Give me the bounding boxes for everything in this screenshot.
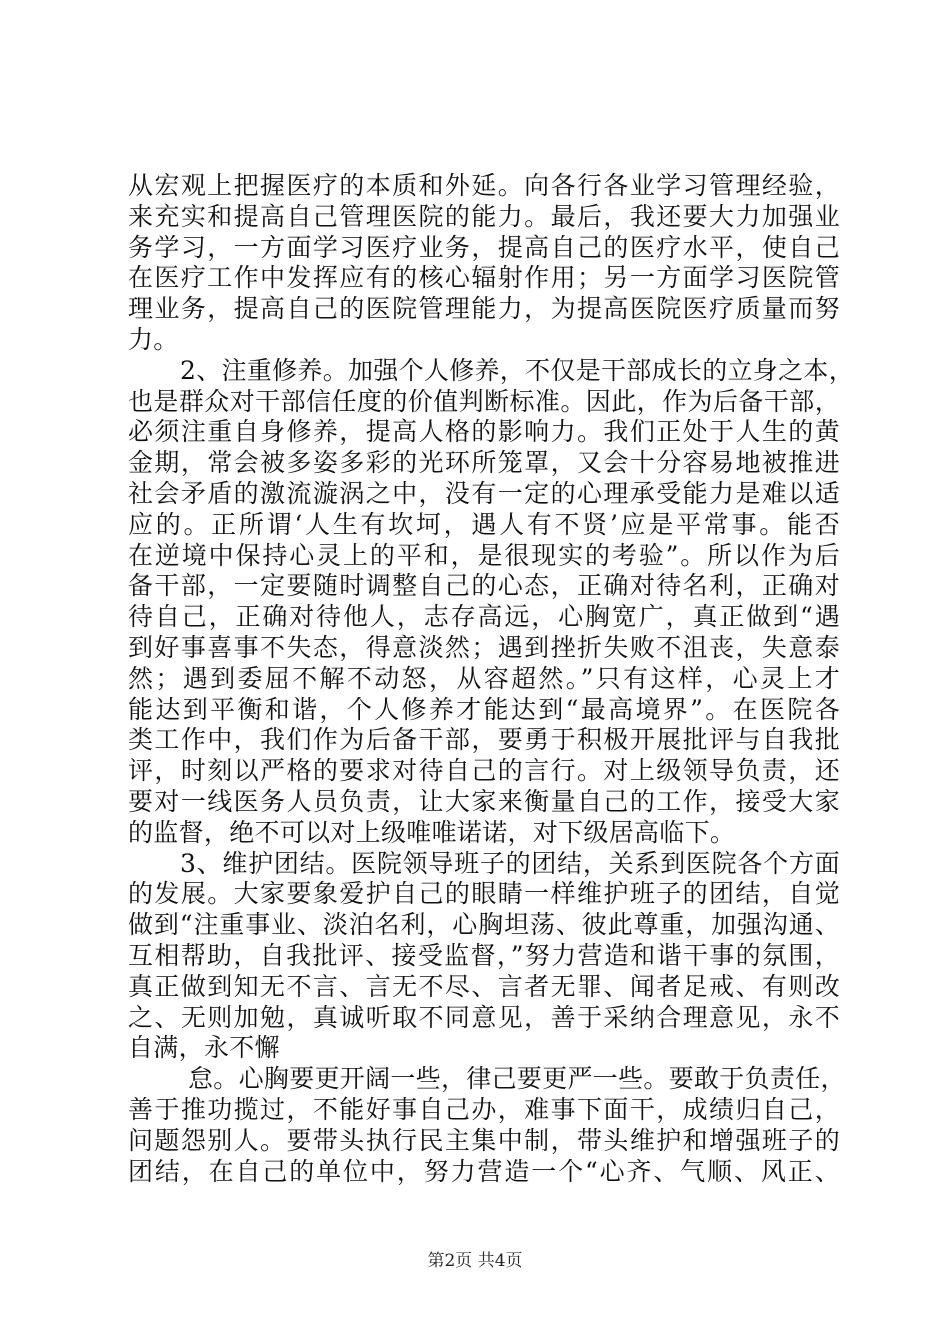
paragraph-start-line: 3、维护团结。医院领导班子的团结，关系到医院各个方面 bbox=[180, 848, 840, 878]
text-line: 真正做到知无不言、言无不尽、言者无罪、闻者足戒、有则改 bbox=[128, 971, 840, 1001]
paragraph-start-line: 2、注重修养。加强个人修养，不仅是干部成长的立身之本， bbox=[180, 355, 855, 385]
text-line: 务学习，一方面学习医疗业务，提高自己的医疗水平，使自己 bbox=[128, 232, 840, 262]
text-line: 善于推功揽过，不能好事自己办，难事下面干，成绩归自己， bbox=[128, 1094, 840, 1124]
text-line: 来充实和提高自己管理医院的能力。最后，我还要大力加强业 bbox=[128, 201, 840, 231]
text-line: 能达到平衡和谐，个人修养才能达到“最高境界”。在医院各 bbox=[128, 694, 840, 724]
text-line: 之、无则加勉，真诚听取不同意见，善于采纳合理意见，永不 bbox=[128, 1002, 840, 1032]
body-text bbox=[128, 171, 855, 1187]
paragraph-start-line: 怠。心胸要更开阔一些，律己要更严一些。要敢于负责任， bbox=[188, 1064, 846, 1094]
text-line: 团结，在自己的单位中，努力营造一个“心齐、气顺、风正、 bbox=[128, 1156, 840, 1186]
page-number-footer: 第2页 共4页 bbox=[427, 1251, 523, 1271]
text-line: 待自己，正确对待他人，志存高远，心胸宽广，真正做到“遇 bbox=[128, 602, 840, 632]
text-line: 的监督，绝不可以对上级唯唯诺诺，对下级居高临下。 bbox=[128, 817, 736, 847]
text-line: 理业务，提高自己的医院管理能力，为提高医院医疗质量而努 bbox=[128, 294, 840, 324]
text-line: 然；遇到委屈不解不动怒，从容超然。”只有这样，心灵上才 bbox=[128, 663, 840, 693]
text-line: 问题怨别人。要带头执行民主集中制，带头维护和增强班子的 bbox=[128, 1125, 840, 1155]
text-line: 在逆境中保持心灵上的平和，是很现实的考验”。所以作为后 bbox=[128, 540, 840, 570]
text-line: 评，时刻以严格的要求对待自己的言行。对上级领导负责，还 bbox=[128, 756, 840, 786]
text-line: 社会矛盾的激流漩涡之中，没有一定的心理承受能力是难以适 bbox=[128, 478, 840, 508]
text-line: 应的。正所谓‘人生有坎坷，遇人有不贤’应是平常事。能否 bbox=[128, 509, 840, 539]
text-line: 的发展。大家要象爱护自己的眼睛一样维护班子的团结，自觉 bbox=[128, 879, 840, 909]
text-line: 要对一线医务人员负责，让大家来衡量自己的工作，接受大家 bbox=[128, 786, 840, 816]
text-line: 备干部，一定要随时调整自己的心态，正确对待名利，正确对 bbox=[128, 571, 840, 601]
text-line: 做到“注重事业、淡泊名利，心胸坦荡、彼此尊重，加强沟通、 bbox=[128, 910, 840, 940]
text-line: 力。 bbox=[128, 324, 179, 354]
text-line: 到好事喜事不失态，得意淡然；遇到挫折失败不沮丧，失意泰 bbox=[128, 632, 840, 662]
text-line: 互相帮助，自我批评、接受监督，”努力营造和谐干事的氛围， bbox=[128, 940, 840, 970]
text-line: 也是群众对干部信任度的价值判断标准。因此，作为后备干部， bbox=[128, 386, 840, 416]
text-line: 在医疗工作中发挥应有的核心辐射作用；另一方面学习医院管 bbox=[128, 263, 840, 293]
text-line: 从宏观上把握医疗的本质和外延。向各行各业学习管理经验， bbox=[128, 171, 840, 200]
text-line: 必须注重自身修养，提高人格的影响力。我们正处于人生的黄 bbox=[128, 417, 840, 447]
text-line: 自满，永不懈 bbox=[128, 1033, 280, 1063]
text-line: 金期，常会被多姿多彩的光环所笼罩，又会十分容易地被推进 bbox=[128, 448, 840, 478]
text-line: 类工作中，我们作为后备干部，要勇于积极开展批评与自我批 bbox=[128, 725, 840, 755]
